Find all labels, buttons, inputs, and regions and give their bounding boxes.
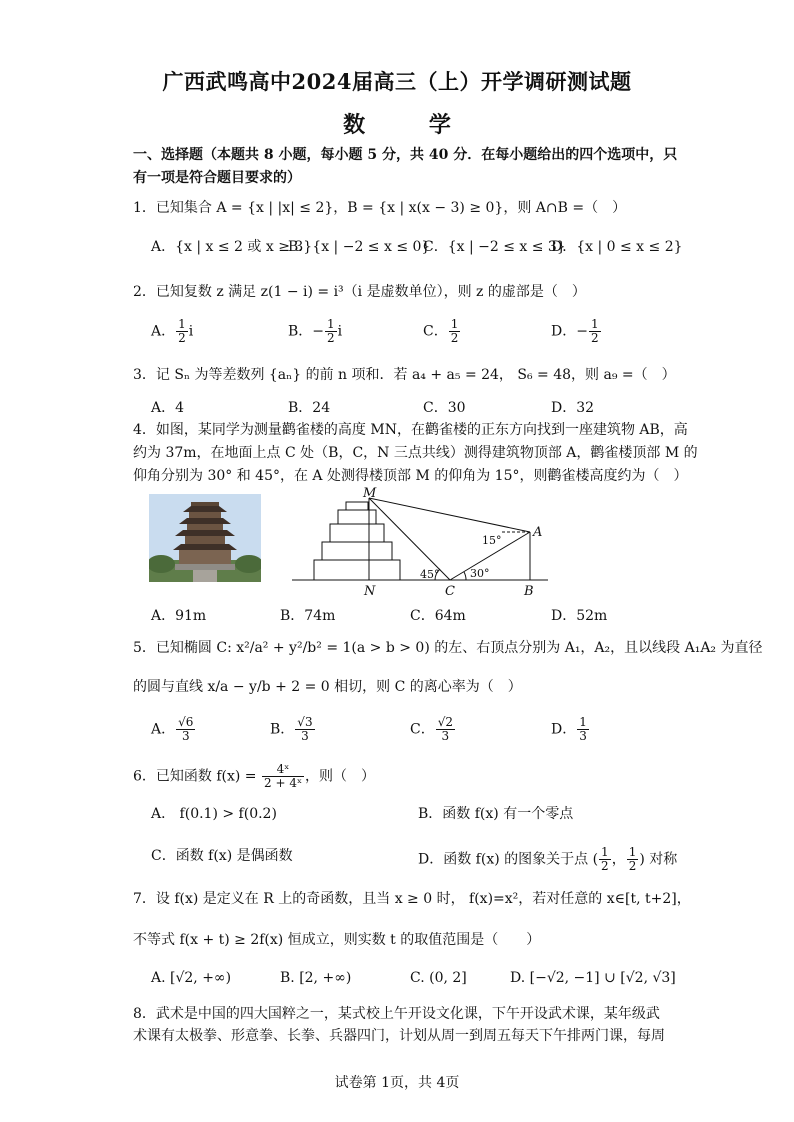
q4-option-c: C．64m (410, 608, 466, 624)
section-heading-1: 一、选择题（本题共 8 小题，每小题 5 分，共 40 分．在每小题给出的四个选项中，只 (133, 147, 678, 163)
label-n: N (364, 584, 376, 598)
q4-line-2: 约为 37m，在地面上点 C 处（B，C，N 三点共线）测得建筑物顶部 A，鹳雀楼顶部 M 的 (133, 445, 698, 461)
q1-option-d: D．{x | 0 ≤ x ≤ 2} (551, 239, 683, 255)
q6-d-den-1: 2 (601, 859, 609, 873)
q7-line-1: 7．设 f(x) 是定义在 R 上的奇函数，且当 x ≥ 0 时， f(x)=x²，若对任意的 x∈[t, t+2]， (133, 891, 691, 907)
q5-b-frac (295, 716, 314, 743)
q4-option-b: B．74m (280, 608, 336, 624)
q3-option-a: A．4 (151, 400, 185, 416)
q5-line-2: 的圆与直线 x/a − y/b + 2 = 0 相切，则 C 的离心率为（ ） (133, 679, 522, 695)
q5-option-a (151, 716, 196, 743)
q2-b-frac (325, 318, 337, 345)
q2-option-a (151, 318, 193, 345)
q6-option-b: B．函数 f(x) 有一个零点 (418, 806, 574, 822)
q3-stem: 3．记 Sₙ 为等差数列 {aₙ} 的前 n 项和．若 a₄ + a₅ = 24， S₆ = 48，则 a₉ =（ ） (133, 367, 676, 383)
q7-option-b: B. [2, +∞) (280, 970, 352, 986)
tower-top (346, 502, 368, 510)
subject-title: 数 学 (343, 112, 479, 138)
q5-c-prefix: C． (410, 721, 435, 738)
q4-option-a: A．91m (151, 608, 207, 624)
q2-b-num: 1 (327, 317, 335, 331)
q7-option-a: A. [√2, +∞) (151, 970, 232, 986)
q2-c-frac (449, 318, 461, 345)
q5-a-num: √6 (178, 715, 194, 729)
q5-a-frac (176, 716, 195, 743)
q5-a-den: 3 (181, 729, 190, 743)
q5-c-den: 3 (441, 729, 450, 743)
q2-c-prefix: C． (423, 323, 448, 340)
q2-option-c (423, 318, 461, 345)
q5-d-num: 1 (579, 715, 587, 729)
q6-option-a: A． f(0.1) > f(0.2) (151, 806, 277, 822)
q2-d-num: 1 (590, 317, 599, 331)
label-b: B (524, 584, 534, 598)
q6-d-prefix: D．函数 f(x) 的图象关于点 ( (418, 851, 599, 868)
q2-d-frac (589, 318, 601, 345)
q3-option-b: B．24 (288, 400, 331, 416)
q2-c-num: 1 (450, 317, 459, 331)
label-angle-30: 30° (470, 567, 490, 580)
q2-d-prefix: D．− (551, 323, 588, 340)
label-angle-15: 15° (482, 534, 502, 547)
q6-d-sep: ， (611, 851, 626, 868)
q6-stem-num: 4ˣ (262, 763, 304, 777)
page-footer: 试卷第 1页，共 4页 (334, 1075, 460, 1091)
q6-d-frac-1 (599, 846, 611, 873)
q6-stem (133, 763, 375, 790)
q6-stem-suffix: ，则（ ） (305, 768, 376, 785)
q8-line-1: 8．武术是中国的四大国粹之一，某式校上午开设文化课，下午开设武术课，某年级武 (133, 1006, 660, 1022)
tower-photo (149, 494, 261, 582)
q5-b-num: √3 (297, 715, 313, 729)
tower-tier-2 (322, 542, 392, 560)
q7-line-2: 不等式 f(x + t) ≥ 2f(x) 恒成立，则实数 t 的取值范围是（ ） (133, 932, 541, 948)
q6-option-d (418, 846, 677, 873)
q4-line-1: 4．如图，某同学为测量鹳雀楼的高度 MN，在鹳雀楼的正东方向找到一座建筑物 AB，高 (133, 422, 688, 438)
q2-a-den: 2 (178, 331, 186, 345)
q2-a-prefix: A． (151, 323, 176, 340)
q2-c-den: 2 (450, 331, 459, 345)
q1-option-c: C．{x | −2 ≤ x ≤ 3} (423, 239, 566, 255)
q1-option-a: A．{x | x ≤ 2 或 x ≥ 3} (151, 239, 313, 255)
q2-a-suffix: i (188, 323, 194, 340)
angle-arc-30 (464, 572, 466, 580)
q6-d-frac-2 (627, 846, 639, 873)
q5-b-den: 3 (301, 729, 309, 743)
q3-option-c: C．30 (423, 400, 466, 416)
q4-line-3: 仰角分别为 30° 和 45°，在 A 处测得楼顶部 M 的仰角为 15°，则鹳雀楼高度约为（ ） (133, 468, 688, 484)
q5-option-d (551, 716, 590, 743)
q6-stem-den: 2 + 4ˣ (264, 776, 303, 790)
q2-option-d (551, 318, 602, 345)
label-angle-45: 45° (420, 568, 440, 581)
q5-d-den: 3 (579, 729, 587, 743)
q2-b-suffix: i (337, 323, 343, 340)
tower-tier-1 (314, 560, 400, 580)
q6-stem-frac (262, 763, 304, 790)
q6-d-suffix: ) 对称 (639, 851, 678, 868)
tower-tier-3 (330, 524, 384, 542)
q5-a-prefix: A． (151, 721, 176, 738)
q5-d-prefix: D． (551, 721, 577, 738)
q6-d-den-2: 2 (628, 859, 637, 873)
q2-a-frac (176, 318, 188, 345)
q6-stem-prefix: 6．已知函数 f(x) = (133, 768, 261, 785)
tower-tier-4 (338, 510, 376, 524)
q1-stem: 1．已知集合 A = {x | |x| ≤ 2}，B = {x | x(x − 3) ≥ 0}，则 A∩B =（ ） (133, 200, 627, 216)
q2-b-den: 2 (327, 331, 335, 345)
q7-option-c: C. (0, 2] (410, 970, 467, 986)
q5-d-frac (577, 716, 589, 743)
q5-option-b (270, 716, 316, 743)
q5-option-c (410, 716, 456, 743)
q1-option-b: B．{x | −2 ≤ x ≤ 0} (288, 239, 431, 255)
q5-b-prefix: B． (270, 721, 295, 738)
section-heading-2: 有一项是符合题目要求的） (133, 170, 301, 186)
geometry-figure (290, 486, 550, 598)
label-a: A (533, 525, 543, 540)
q2-option-b (288, 318, 342, 345)
q4-option-d: D．52m (551, 608, 608, 624)
q2-d-den: 2 (590, 331, 599, 345)
label-c: C (445, 584, 455, 598)
q6-d-num-1: 1 (601, 845, 609, 859)
label-m: M (363, 486, 377, 501)
q2-a-num: 1 (178, 317, 186, 331)
q5-c-num: √2 (437, 715, 453, 729)
q8-line-2: 术课有太极拳、形意拳、长拳、兵器四门，计划从周一到周五每天下午排两门课，每周 (133, 1028, 665, 1044)
q7-option-d: D. [−√2, −1] ∪ [√2, √3] (510, 970, 676, 986)
q5-line-1: 5．已知椭圆 C: x²/a² + y²/b² = 1(a > b > 0) 的左、右顶点分别为 A₁，A₂，且以线段 A₁A₂ 为直径 (133, 640, 763, 656)
exam-title: 广西武鸣高中2024届高三（上）开学调研测试题 (162, 69, 632, 94)
q6-d-num-2: 1 (628, 845, 637, 859)
q2-b-prefix: B．− (288, 323, 325, 340)
q2-stem: 2．已知复数 z 满足 z(1 − i) = i³（i 是虚数单位），则 z 的虚部是（ ） (133, 284, 586, 300)
q5-c-frac (436, 716, 455, 743)
q6-option-c: C．函数 f(x) 是偶函数 (151, 848, 293, 864)
line-ma (369, 498, 530, 532)
q3-option-d: D．32 (551, 400, 595, 416)
